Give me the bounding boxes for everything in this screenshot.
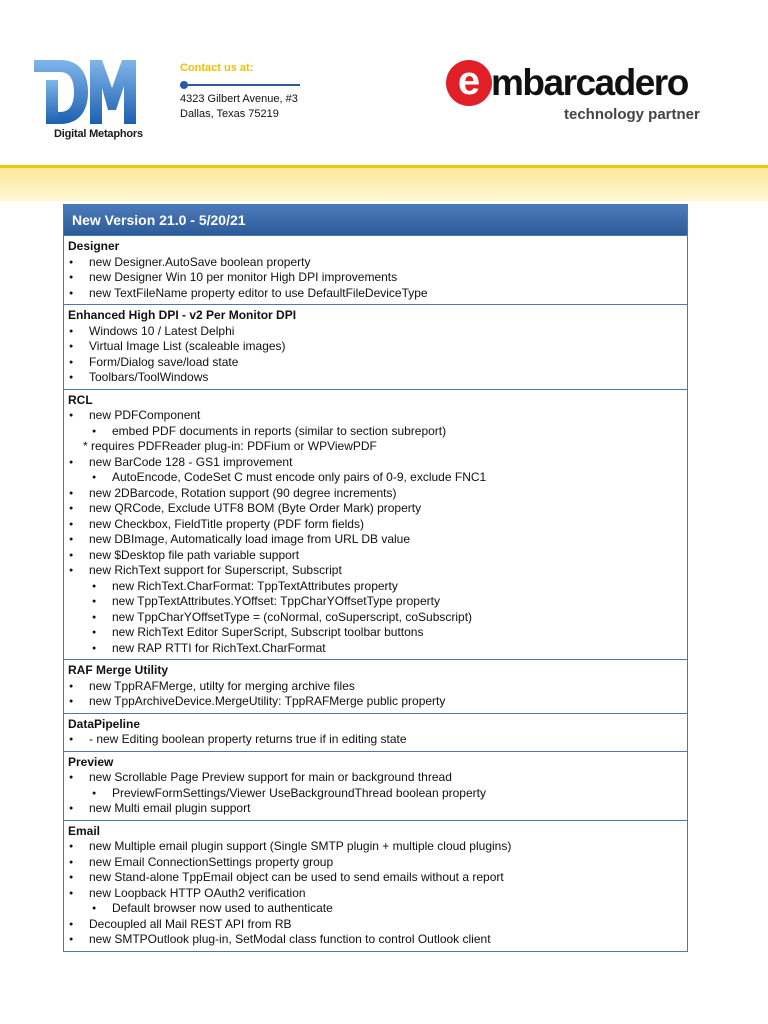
partner-subtitle: technology partner — [564, 106, 700, 123]
bullet-item: ● new BarCode 128 - GS1 improvement — [68, 455, 683, 471]
bullet-item: ● new RichText support for Superscript, Subscript — [68, 563, 683, 579]
bullet-item: ● new QRCode, Exclude UTF8 BOM (Byte Order Mark) property — [68, 501, 683, 517]
section-email — [64, 820, 687, 951]
header-band — [0, 168, 768, 201]
bullet-item: ● new TextFileName property editor to use DefaultFileDeviceType — [68, 286, 683, 302]
release-notes-table — [63, 204, 688, 952]
sub-bullet-item: ● embed PDF documents in reports (similar to section subreport) — [68, 424, 683, 440]
sub-bullet-item: ● new RAP RTTI for RichText.CharFormat — [68, 641, 683, 657]
bullet-item: ● new Stand-alone TppEmail object can be used to send emails without a report — [68, 870, 683, 886]
section-heading: Email — [68, 823, 101, 838]
bullet-item: ● new Loopback HTTP OAuth2 verification — [68, 886, 683, 902]
sub-bullet-item: ● new RichText.CharFormat: TppTextAttributes property — [68, 579, 683, 595]
address-line-2: Dallas, Texas 75219 — [180, 108, 279, 120]
embarcadero-logo — [446, 58, 746, 130]
bullet-item: ● new Checkbox, FieldTitle property (PDF form fields) — [68, 517, 683, 533]
release-title: New Version 21.0 - 5/20/21 — [64, 205, 687, 235]
bullet-item: ● Decoupled all Mail REST API from RB — [68, 917, 683, 933]
section-heading: Designer — [68, 239, 120, 253]
bullet-item: ● new Multi email plugin support — [68, 801, 683, 817]
section-heading: Preview — [68, 754, 114, 769]
sub-bullet-item: ● new RichText Editor SuperScript, Subscript toolbar buttons — [68, 625, 683, 641]
bullet-item: ● new Multiple email plugin support (Single SMTP plugin + multiple cloud plugins) — [68, 839, 683, 855]
section-heading: RAF Merge Utility — [68, 663, 169, 677]
contact-divider — [180, 79, 310, 91]
section-datapipeline — [64, 713, 687, 751]
dm-caption: Digital Metaphors — [54, 128, 143, 140]
sub-bullet-item: ● PreviewFormSettings/Viewer UseBackgroundThread boolean property — [68, 786, 683, 802]
bullet-item: ● new Designer Win 10 per monitor High DPI improvements — [68, 270, 683, 286]
address-line-1: 4323 Gilbert Avenue, #3 — [180, 93, 298, 105]
section-preview — [64, 751, 687, 820]
bullet-item: ● Toolbars/ToolWindows — [68, 370, 683, 386]
section-raf-merge-utility — [64, 659, 687, 713]
contact-label: Contact us at: — [180, 62, 254, 74]
dm-logo-icon — [30, 58, 142, 126]
sub-bullet-item: ● new TppTextAttributes.YOffset: TppCharYOffsetType property — [68, 594, 683, 610]
section-heading: RCL — [68, 392, 93, 407]
bullet-item: ● new Designer.AutoSave boolean property — [68, 255, 683, 271]
bullet-item: ● Virtual Image List (scaleable images) — [68, 339, 683, 355]
section-heading: DataPipeline — [68, 716, 141, 731]
bullet-item: ● - new Editing boolean property returns true if in editing state — [68, 732, 683, 748]
bullet-item: ● Windows 10 / Latest Delphi — [68, 324, 683, 340]
bullet-item: ● new PDFComponent — [68, 408, 683, 424]
section-designer — [64, 235, 687, 304]
section-rcl — [64, 389, 687, 660]
bullet-item: ● new DBImage, Automatically load image from URL DB value — [68, 532, 683, 548]
section-heading: Enhanced High DPI - v2 Per Monitor DPI — [68, 308, 297, 322]
embarcadero-wordmark: mbarcadero — [491, 62, 688, 103]
bullet-item: ● new $Desktop file path variable support — [68, 548, 683, 564]
page-header — [0, 0, 768, 165]
embarcadero-e-icon: e — [446, 60, 492, 106]
bullet-item: ● new Email ConnectionSettings property group — [68, 855, 683, 871]
sub-bullet-item: ● Default browser now used to authenticate — [68, 901, 683, 917]
release-sections — [64, 235, 687, 951]
bullet-item: ● new TppArchiveDevice.MergeUtility: TppRAFMerge public property — [68, 694, 683, 710]
contact-block — [180, 61, 310, 121]
bullet-item: ● new SMTPOutlook plug-in, SetModal class function to control Outlook client — [68, 932, 683, 948]
bullet-item: ● new Scrollable Page Preview support for main or background thread — [68, 770, 683, 786]
section-note: * requires PDFReader plug-in: PDFium or WPViewPDF — [83, 439, 377, 453]
bullet-item: ● new TppRAFMerge, utilty for merging archive files — [68, 679, 683, 695]
section-enhanced-high-dpi-v2-per-monitor-dpi — [64, 304, 687, 389]
bullet-item: ● new 2DBarcode, Rotation support (90 degree increments) — [68, 486, 683, 502]
sub-bullet-item: ● AutoEncode, CodeSet C must encode only pairs of 0-9, exclude FNC1 — [68, 470, 683, 486]
bullet-item: ● Form/Dialog save/load state — [68, 355, 683, 371]
sub-bullet-item: ● new TppCharYOffsetType = (coNormal, coSuperscript, coSubscript) — [68, 610, 683, 626]
